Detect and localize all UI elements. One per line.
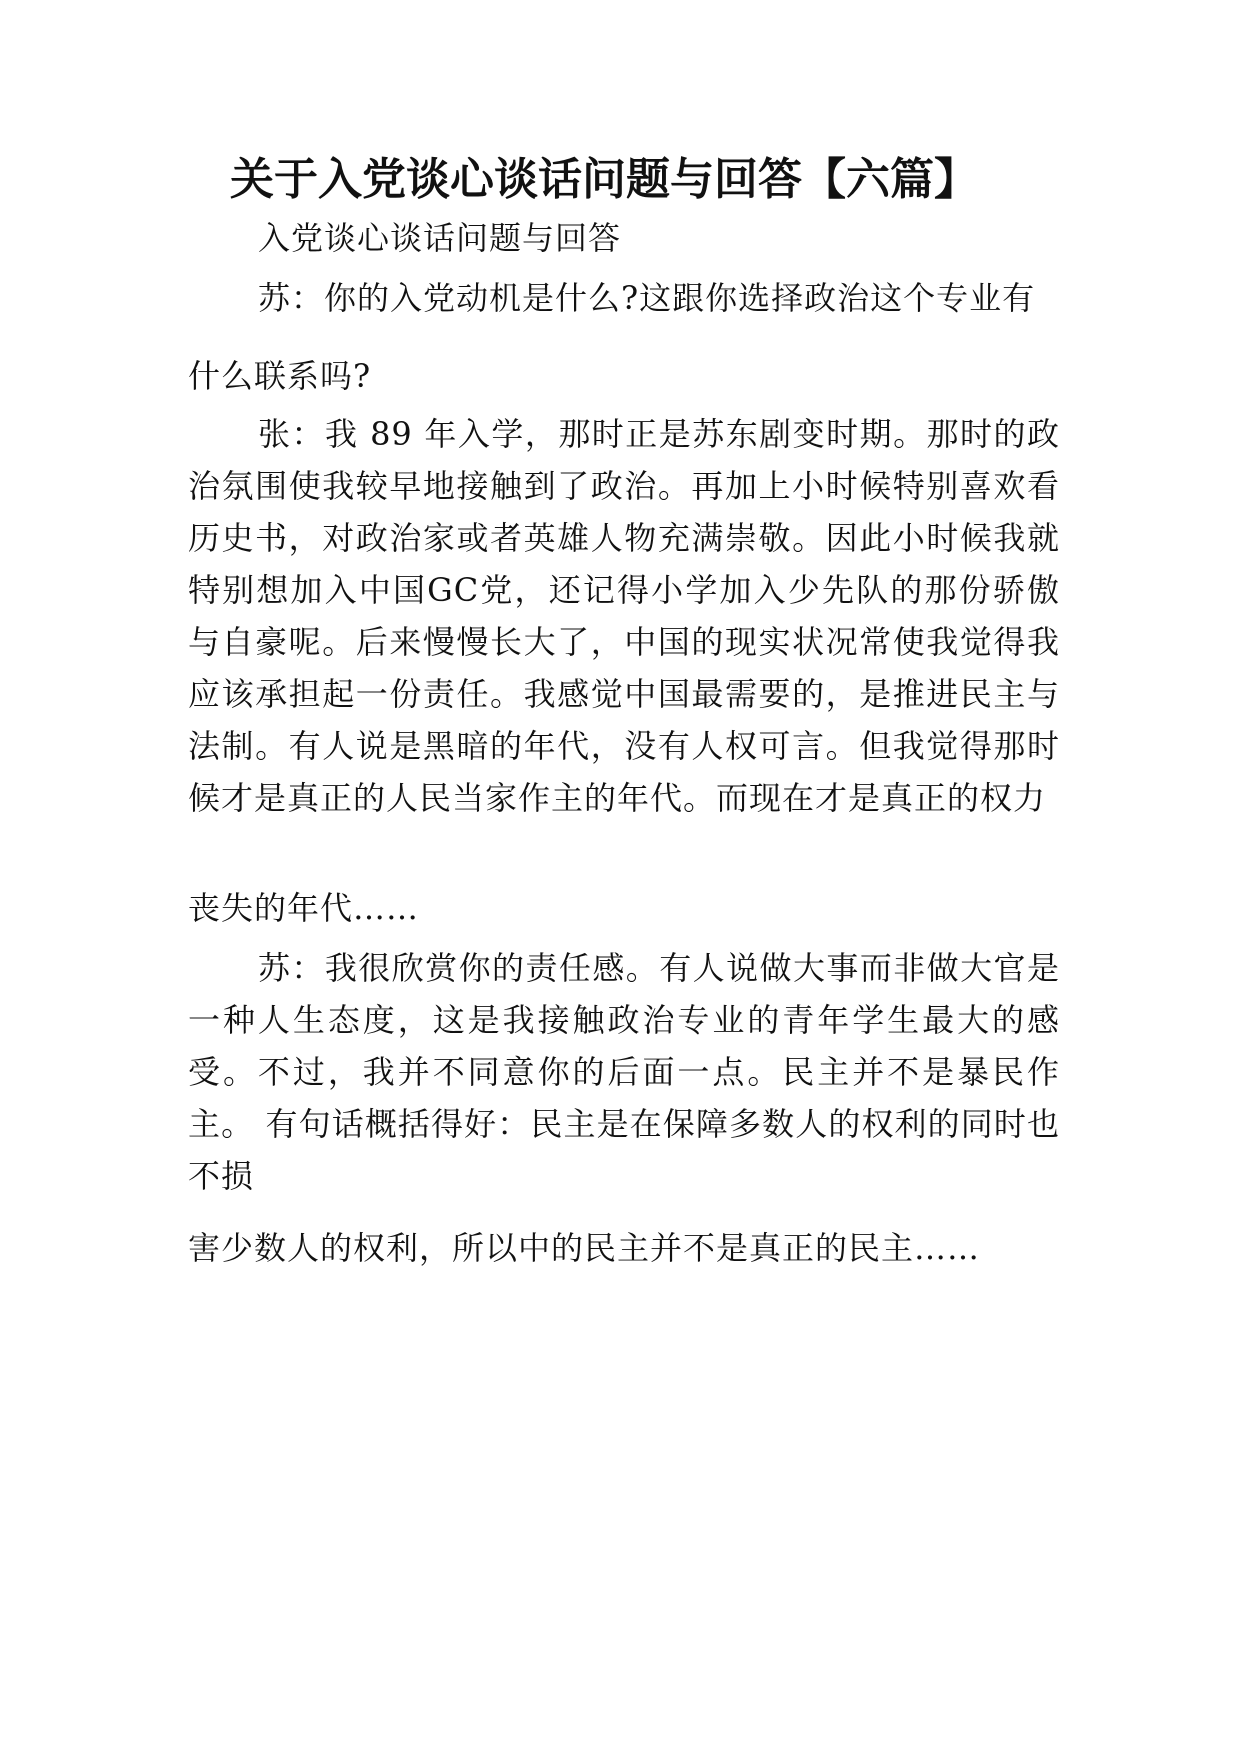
question-line-2: 什么联系吗? xyxy=(188,357,372,395)
response-paragraph: 苏：我很欣赏你的责任感。有人说做大事而非做大官是一种人生态度，这是我接触政治专业的青年学生最大的感受。不过，我并不同意你的后面一点。民主并不是暴民作主。 有句话概括得好：民主是在保障多数人的权利的同时也不损 xyxy=(188,949,1060,1195)
question-line-1: 苏：你的入党动机是什么?这跟你选择政治这个专业有 xyxy=(258,279,1036,317)
document-title: 关于入党谈心谈话问题与回答【六篇】 xyxy=(230,154,978,205)
answer-paragraph: 张：我 89 年入学，那时正是苏东剧变时期。那时的政 治氛围使我较早地接触到了政治。再加上小时候特别喜欢看 历史书，对政治家或者英雄人物充满崇敬。因此小时候我就 特别想加入中国GC党，还记得小学加入少先队的那份骄傲 与自豪呢。后来慢慢长大了，中国的现实状况常使我觉得我 应该承担起一份责任。我感觉中国最需要的，是推进民主与 法制。有人说是黑暗的年代，没有人权可言。但我觉得那时 候才是真正的人民当家作主的年代。而现在才是真正的权力 xyxy=(188,415,1060,817)
answer-tail-line: 丧失的年代…… xyxy=(188,889,420,927)
document-subtitle: 入党谈心谈话问题与回答 xyxy=(258,219,622,257)
response-tail-line: 害少数人的权利，所以中的民主并不是真正的民主…… xyxy=(188,1229,981,1267)
